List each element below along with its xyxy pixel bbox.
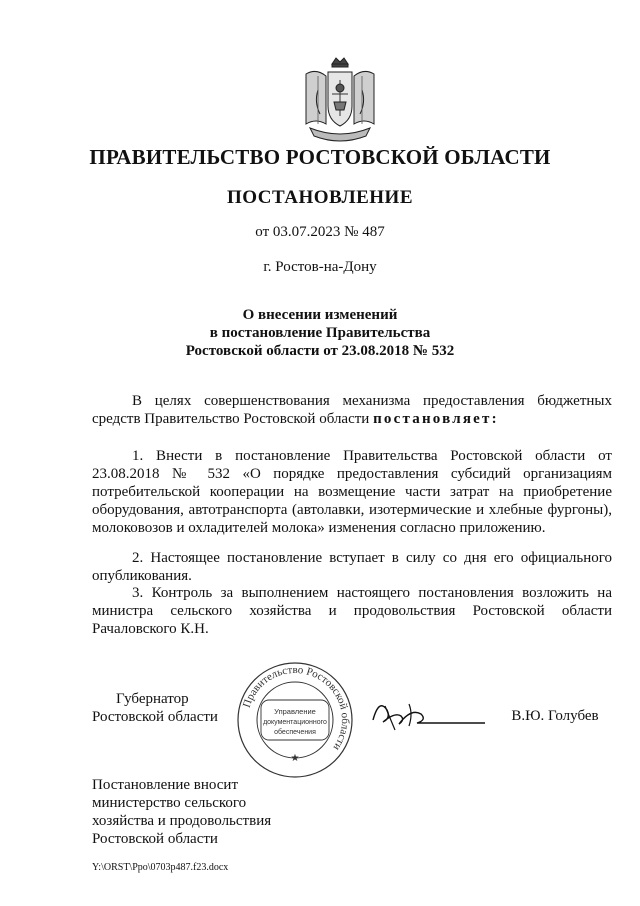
subject-line: Ростовской области от 23.08.2018 № 532 xyxy=(185,343,455,359)
seal-inner-line: документационного xyxy=(263,719,327,726)
seal-ring-text: Правительство Ростовской области xyxy=(240,663,352,753)
government-title: ПРАВИТЕЛЬСТВО РОСТОВСКОЙ ОБЛАСТИ xyxy=(89,145,551,169)
document-type: ПОСТАНОВЛЕНИЕ xyxy=(226,187,414,208)
official-seal-stamp xyxy=(235,660,355,780)
submitted-by-note xyxy=(92,776,322,848)
submitted-line: Ростовской области xyxy=(92,831,218,847)
seal-inner-line: Управление xyxy=(274,707,316,716)
submitted-line: хозяйства и продовольствия xyxy=(92,813,272,829)
item-1-paragraph: 1. Внести в постановление Правительства Ростовской области от 23.08.2018 № 532 «О порядке предоставления субсидий организациям потребительской кооперации на возмещение части затрат на приобретение оборудования, автотранспорта (автолавки, изотермические и хлебные фургоны), молоковозов и охладителей молока» изменения согласно приложению. xyxy=(92,448,612,536)
handwritten-signature xyxy=(365,690,490,735)
city: г. Ростов-на-Дону xyxy=(263,259,377,275)
signatory-role-line: Ростовской области xyxy=(92,709,218,725)
preamble-text: В целях совершенствования механизма предоставления бюджетных средств Правительство Ростовской области xyxy=(92,393,612,427)
subject-line: в постановление Правительства xyxy=(209,325,431,341)
date-and-number: от 03.07.2023 № 487 xyxy=(255,224,385,240)
item-3-paragraph: 3. Контроль за выполнением настоящего постановления возложить на министра сельского хозяйства и продовольствия Ростовской области Рачаловского К.Н. xyxy=(92,585,612,637)
signatory-role xyxy=(92,690,232,726)
file-path: Y:\ORST\Ppo\0703p487.f23.docx xyxy=(92,862,229,873)
coat-of-arms-emblem xyxy=(296,54,384,150)
subject-line: О внесении изменений xyxy=(242,307,398,323)
seal-inner-line: обеспечения xyxy=(274,729,316,736)
decree-word: постановляет: xyxy=(373,411,499,427)
subject-heading xyxy=(0,306,640,360)
seal-star-icon: ★ xyxy=(290,753,300,764)
submitted-line: Постановление вносит xyxy=(92,777,239,793)
item-2-paragraph: 2. Настоящее постановление вступает в силу со дня его официального опубликования. xyxy=(92,550,612,584)
signatory-name: В.Ю. Голубев xyxy=(511,708,599,724)
preamble-paragraph xyxy=(92,392,612,428)
submitted-line: министерство сельского xyxy=(92,795,247,811)
signatory-role-line: Губернатор xyxy=(116,691,189,707)
